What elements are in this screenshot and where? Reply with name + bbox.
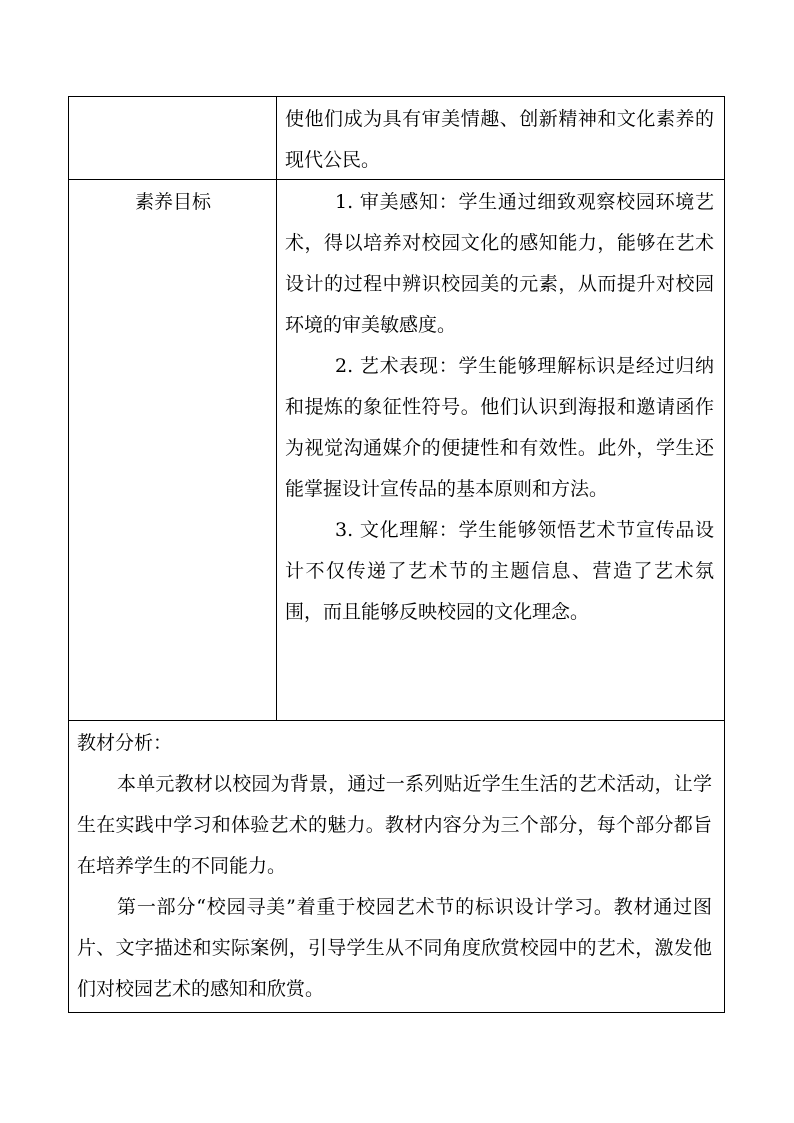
material-analysis-heading: 教材分析： <box>77 732 173 754</box>
literacy-goals-list <box>285 182 714 633</box>
goal-item: 2. 艺术表现：学生能够理解标识是经过归纳和提炼的象征性符号。他们认识到海报和邀请函作为视觉沟通媒介的便捷性和有效性。此外，学生还能掌握设计宣传品的基本原则和方法。 <box>285 355 714 500</box>
table-cell-label <box>69 180 277 720</box>
table-cell-content <box>277 180 724 720</box>
table-cell-empty <box>69 97 277 179</box>
goal-item: 1. 审美感知：学生通过细致观察校园环境艺术，得以培养对校园文化的感知能力，能够在艺术设计的过程中辨识校园美的元素，从而提升对校园环境的审美敏感度。 <box>285 191 714 336</box>
table-row <box>69 180 724 721</box>
analysis-paragraph: 本单元教材以校园为背景，通过一系列贴近学生生活的艺术活动，让学生在实践中学习和体验艺术的魅力。教材内容分为三个部分，每个部分都旨在培养学生的不同能力。 <box>77 773 712 877</box>
continuation-text: 使他们成为具有审美情趣、创新精神和文化素养的现代公民。 <box>285 108 714 171</box>
table-row <box>69 97 724 180</box>
analysis-paragraph: 第一部分“校园寻美”着重于校园艺术节的标识设计学习。教材通过图片、文字描述和实际案例，引导学生从不同角度欣赏校园中的艺术，激发他们对校园艺术的感知和欣赏。 <box>77 896 712 1000</box>
table-row <box>69 721 724 1012</box>
table-cell-content <box>277 97 724 179</box>
literacy-goals-label: 素养目标 <box>134 191 211 213</box>
document-table <box>68 96 725 1013</box>
goal-item: 3. 文化理解：学生能够领悟艺术节宣传品设计不仅传递了艺术节的主题信息、营造了艺术氛围，而且能够反映校园的文化理念。 <box>285 519 714 623</box>
material-analysis-section <box>77 723 712 1010</box>
